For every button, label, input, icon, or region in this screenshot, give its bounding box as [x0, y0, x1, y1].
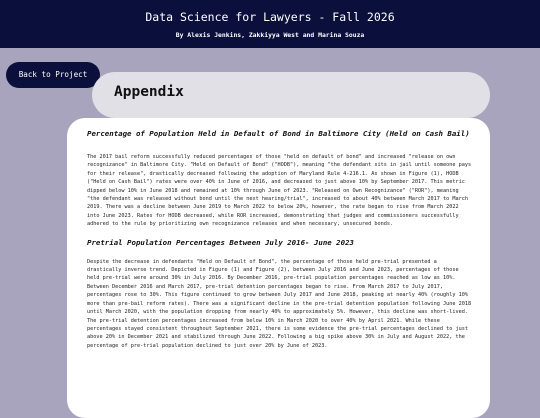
appendix-content-card [67, 118, 490, 418]
section-2-title: Pretrial Population Percentages Between July 2016- June 2023 [87, 237, 354, 247]
site-header [0, 0, 540, 48]
appendix-header-bar [92, 72, 490, 118]
site-title: Data Science for Lawyers - Fall 2026 [145, 10, 395, 24]
section-2-body: Despite the decrease in defendants "Held on Default of Bond", the percentage of those held pre-trial presented a drastically inverse trend. Depicted in Figure (1) and Figure (2), between July 2016 and June 2023, percentages of those held pre-trial were around 30% in July 2016. By December 2016, pre-trial population percentages reached as low as 10%. Between December 2016 and March 2017, pre-trial detention percentages began to rise. From March 2017 to July 2017, percentages rose to 30%. This figure continued to grow between July 2017 and June 2018, peaking at nearly 40% (roughly 10% more than pre-bail reform rates). There was a significant decline in the pre-trial detention population following June 2018 until March 2020, with the population dropping from nearly 40% to approximately 5%. However, this decline was short-lived. The pre-trial detention percentages increased from below 10% in March 2020 to over 40% by April 2021. While these percentages stayed consistent throughout September 2021, there is some evidence the pre-trial percentages declined to just above 20% in December 2021 and stabilized through June 2022. Following a big spike above 30% in July and August 2022, the percentage of pre-trial population declined to just over 20% by June of 2023. [87, 258, 472, 349]
section-1-title: Percentage of Population Held in Default of Bond in Baltimore City (Held on Cash Bail) [87, 129, 470, 138]
back-to-project-button[interactable]: Back to Project [6, 62, 100, 88]
appendix-heading: Appendix [114, 84, 184, 100]
section-1-body: The 2017 bail reform successfully reduced percentages of those "held on default of bond" and increased "release on own recognizance" in Baltimore City. "Held on Default of Bond" ("HODB"), meaning "the defendant sits in jail until someone pays for their release", drastically decreased following the adoption of Maryland Rule 4-216.1. As shown in Figure (1), HODB ("Held on Cash Bail") rates were over 40% in June of 2016, and decreased to just above 10% by September 2017. This metric dipped below 10% in June 2018 and remained at 10% through June of 2023. "Released on Own Recognizance" ("ROR"), meaning "the defendant was released without bond until the next hearing/trial", increased to about 40% between March 2017 to March 2019. There was a decline between June 2019 to March 2022 to below 20%, however, the rate began to rise from March 2022 into June 2023. Rates for HODB decreased, while ROR increased, demonstrating that judges and commissioners successfully adhered to the rule by prioritizing own recognizance releases and when necessary, unsecured bonds. [87, 154, 472, 228]
authors-line: By Alexis Jenkins, Zakkiyya West and Marina Souza [175, 31, 365, 39]
